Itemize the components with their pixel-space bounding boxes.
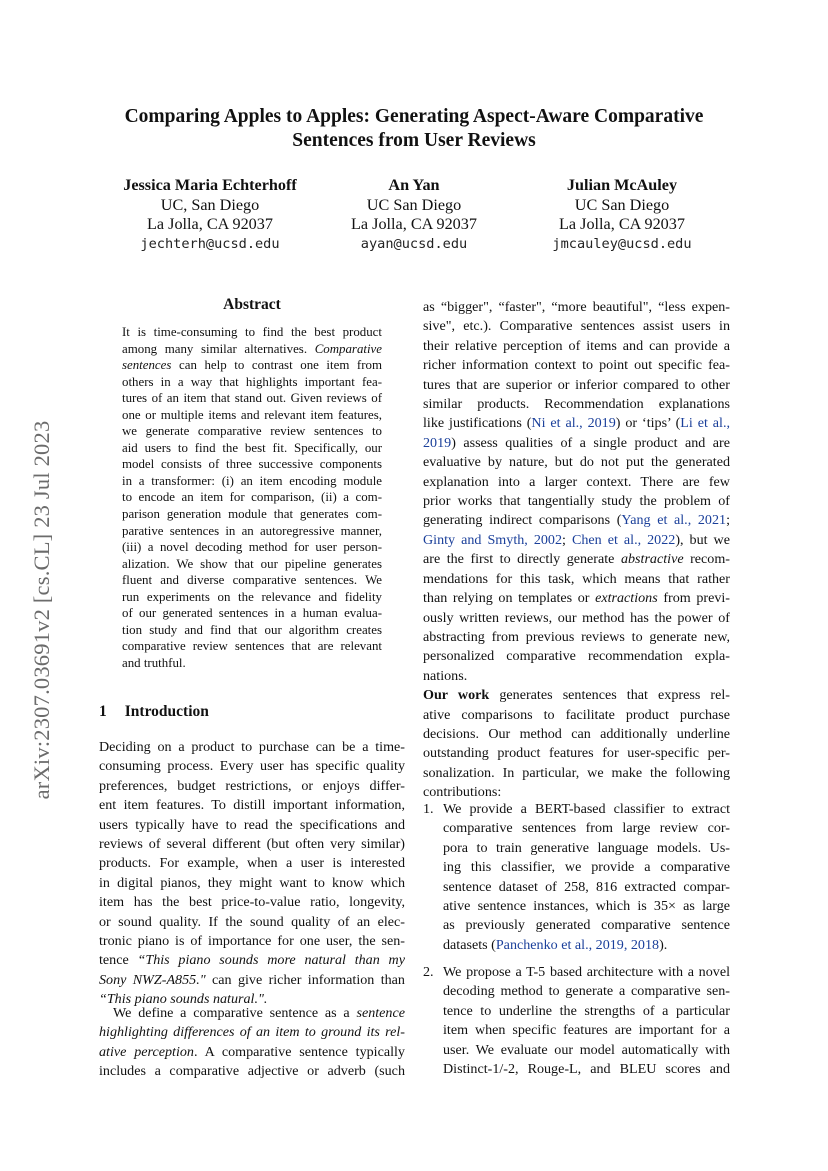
text-line: tence to underline the strengths of a particular	[443, 1002, 730, 1019]
intro-paragraph	[99, 1004, 405, 1082]
text-line: Ginty and Smyth, 2002; Chen et al., 2022), but we	[423, 531, 730, 548]
abstract-line: sentences can help to contrast one item from	[122, 358, 382, 373]
author-name: Julian McAuley	[566, 176, 678, 194]
author-address: La Jolla, CA 92037	[147, 215, 273, 233]
abstract-line: others in a way that highlights important fea-	[122, 374, 382, 389]
citation-link[interactable]: Yang et al., 2021	[621, 512, 727, 529]
text-line: item when specific features are important for a	[443, 1022, 730, 1039]
abstract-line: comparative review sentences that are relevant	[122, 639, 382, 654]
citation-link[interactable]: Chen et al., 2022	[571, 531, 676, 548]
text-line: ative sentence instances, which is 35× as large	[443, 898, 730, 915]
abstract-line: aid users to find the best fit. Specifically, our	[122, 440, 382, 455]
text-line: or sound quality. If the sound quality of an elec-	[99, 913, 405, 930]
text-line: products. For example, when a user is interested	[99, 855, 405, 872]
text-line: ative perception. A comparative sentence typically	[99, 1043, 405, 1060]
arxiv-id-text: arXiv:2307.03691v2 [cs.CL] 23 Jul 2023	[29, 420, 54, 800]
author-name: Jessica Maria Echterhoff	[123, 176, 297, 194]
section-number: 1	[99, 703, 107, 720]
abstract-line: among many similar alternatives. Comparative	[122, 341, 382, 356]
abstract-line: run experiments on the relevance and fidelity	[122, 589, 382, 604]
text-line: user. We evaluate our model automatically with	[443, 1041, 730, 1058]
author-address: La Jolla, CA 92037	[351, 215, 477, 233]
text-line: sonalization. In particular, we make the following	[423, 764, 730, 781]
text-line: their relative perception of items and can provide a	[423, 337, 730, 354]
text-line: nations.	[423, 667, 468, 684]
author-affiliation: UC San Diego	[366, 195, 462, 214]
text-line: prior works that tangentially study the problem of	[423, 493, 730, 510]
title-line: Sentences from User Reviews	[292, 130, 536, 151]
text-line: explanation into a larger context. There are few	[423, 473, 730, 490]
text-line: item has the best price-to-value ratio, longevity,	[99, 894, 405, 911]
author-block	[100, 176, 320, 254]
text-line: users typically have to read the specifications and	[99, 816, 405, 833]
section-heading	[99, 703, 209, 721]
text-line: mendations for this task, which means that rather	[423, 570, 730, 587]
text-line: 2019) assess qualities of a single product and are	[423, 434, 730, 451]
text-line: Distinct-1/-2, Rouge-L, and BLEU scores and	[443, 1061, 730, 1078]
abstract-line: fluent and diverse comparative sentences. We	[122, 573, 382, 588]
text-line: tures that are superior or inferior compared to other	[423, 376, 730, 393]
author-email[interactable]: jechterh@ucsd.edu	[140, 235, 280, 252]
abstract-line: of our generated sentences in a human evalua-	[122, 606, 382, 621]
text-line: similar products. Recommendation explanations	[423, 396, 730, 413]
text-line: evaluative by nature, but do not put the generated	[423, 454, 730, 471]
abstract-line: to encode an item for comparison, (ii) a com-	[122, 490, 382, 505]
text-line: pora to train generative language models. Us-	[443, 839, 730, 856]
text-line: sentence dataset of 258, 816 extracted compar-	[443, 878, 730, 895]
intro-paragraph	[99, 738, 405, 1010]
abstract-line: tion study and find that our algorithm creates	[122, 622, 382, 637]
author-address: La Jolla, CA 92037	[559, 215, 685, 233]
author-affiliation: UC, San Diego	[160, 195, 260, 214]
text-line: outstanding product features for user-specific per-	[423, 745, 730, 762]
text-line: richer information context to point out specific fea-	[423, 357, 730, 374]
author-affiliation: UC San Diego	[574, 195, 670, 214]
abstract-line: It is time-consuming to find the best product	[122, 325, 382, 339]
text-line: ent item features. To distill important information,	[99, 797, 405, 814]
author-block	[304, 176, 524, 254]
abstract-body	[122, 324, 382, 671]
text-line: “This piano sounds natural.".	[99, 991, 268, 1008]
abstract-line: alization. We show that our pipeline generates	[122, 556, 382, 571]
citation-link[interactable]: Ginty and Smyth, 2002	[423, 531, 563, 548]
text-line: decoding method to generate a comparative sen-	[443, 983, 730, 1000]
citation-link[interactable]: 2019	[423, 434, 452, 451]
text-line: includes a comparative adjective or adverb (such	[99, 1063, 405, 1080]
abstract-line: in a transformer: (i) an item encoding module	[122, 473, 382, 488]
abstract-line: model consists of three successive components	[122, 457, 382, 472]
text-line: We define a comparative sentence as a sentence	[113, 1005, 405, 1021]
author-name: An Yan	[388, 176, 440, 194]
citation-link[interactable]: Ni et al., 2019	[531, 415, 616, 432]
right-column-text	[423, 298, 730, 803]
text-line: reviews of several different (but often very similar)	[99, 836, 405, 853]
text-line: tronic piano is of importance for one user, the sen-	[99, 933, 405, 950]
citation-link[interactable]: Li et al.,	[680, 415, 730, 432]
list-number: 1.	[423, 801, 434, 817]
text-line: in digital pianos, they might want to know which	[99, 874, 405, 891]
text-line: sive", etc.). Comparative sentences assist users in	[423, 318, 730, 335]
author-email[interactable]: ayan@ucsd.edu	[360, 235, 468, 252]
text-line: We provide a BERT-based classifier to extract	[443, 801, 730, 817]
text-line: ously written reviews, our method has the power of	[423, 609, 730, 626]
section-title: Introduction	[124, 703, 209, 720]
text-line: preferences, budget restrictions, or enjoys differ-	[99, 777, 405, 794]
list-number: 2.	[423, 964, 434, 980]
abstract-heading: Abstract	[223, 296, 281, 313]
text-line: Our work generates sentences that express rel-	[423, 687, 730, 704]
text-line: abstracting from previous reviews to generate new,	[423, 628, 730, 645]
abstract-line: parative sentences in an autoregressive manner,	[122, 523, 382, 538]
text-line: We propose a T-5 based architecture with a novel	[443, 964, 730, 980]
text-line: ative comparisons to facilitate product purchase	[423, 706, 730, 723]
title-line: Comparing Apples to Apples: Generating Aspect-Aware Comparative	[124, 106, 704, 127]
abstract-line: we generate comparative review sentences to	[122, 424, 382, 439]
abstract-line: (iii) a novel decoding method for user person-	[122, 540, 382, 555]
text-line: ing this classifier, we provide a comparative	[443, 859, 730, 876]
abstract-line: parison generation module that generates com-	[122, 507, 382, 522]
text-line: generating indirect comparisons (Yang et al., 2021;	[423, 512, 730, 529]
author-email[interactable]: jmcauley@ucsd.edu	[552, 235, 692, 252]
text-line: consuming process. Every user has specific quality	[99, 758, 405, 775]
arxiv-identifier	[26, 375, 58, 845]
text-line: than relying on templates or extractions from previ-	[423, 590, 730, 607]
text-line: contributions:	[423, 784, 502, 801]
text-line: as “bigger", “faster", “more beautiful", “less expen-	[423, 299, 730, 315]
text-line: personalized comparative recommendation expla-	[423, 648, 730, 665]
text-line: as previously generated comparative sentence	[443, 917, 730, 934]
abstract-line: tures of an item that stand out. Given reviews of	[122, 391, 382, 406]
text-line: Sony NWZ-A855." can give richer information than	[99, 971, 405, 988]
abstract-line: and truthful.	[122, 655, 186, 670]
citation-link[interactable]: Panchenko et al., 2019, 2018	[495, 936, 660, 953]
text-line: decisions. Our method can additionally underline	[423, 725, 730, 742]
author-block	[512, 176, 732, 254]
text-line: like justifications (Ni et al., 2019) or ‘tips’ (Li et al.,	[423, 415, 730, 432]
text-line: comparative sentences from large review cor-	[443, 820, 730, 837]
text-line: tence “This piano sounds more natural than my	[99, 952, 405, 969]
paper-title	[100, 105, 728, 153]
abstract-line: one or multiple items and relevant item features,	[122, 407, 382, 422]
text-line: highlighting differences of an item to ground its rel-	[99, 1024, 405, 1041]
text-line: datasets (Panchenko et al., 2019, 2018).	[443, 936, 668, 953]
text-line: Deciding on a product to purchase can be a time-	[99, 739, 405, 755]
text-line: are the first to directly generate abstractive recom-	[423, 551, 730, 568]
